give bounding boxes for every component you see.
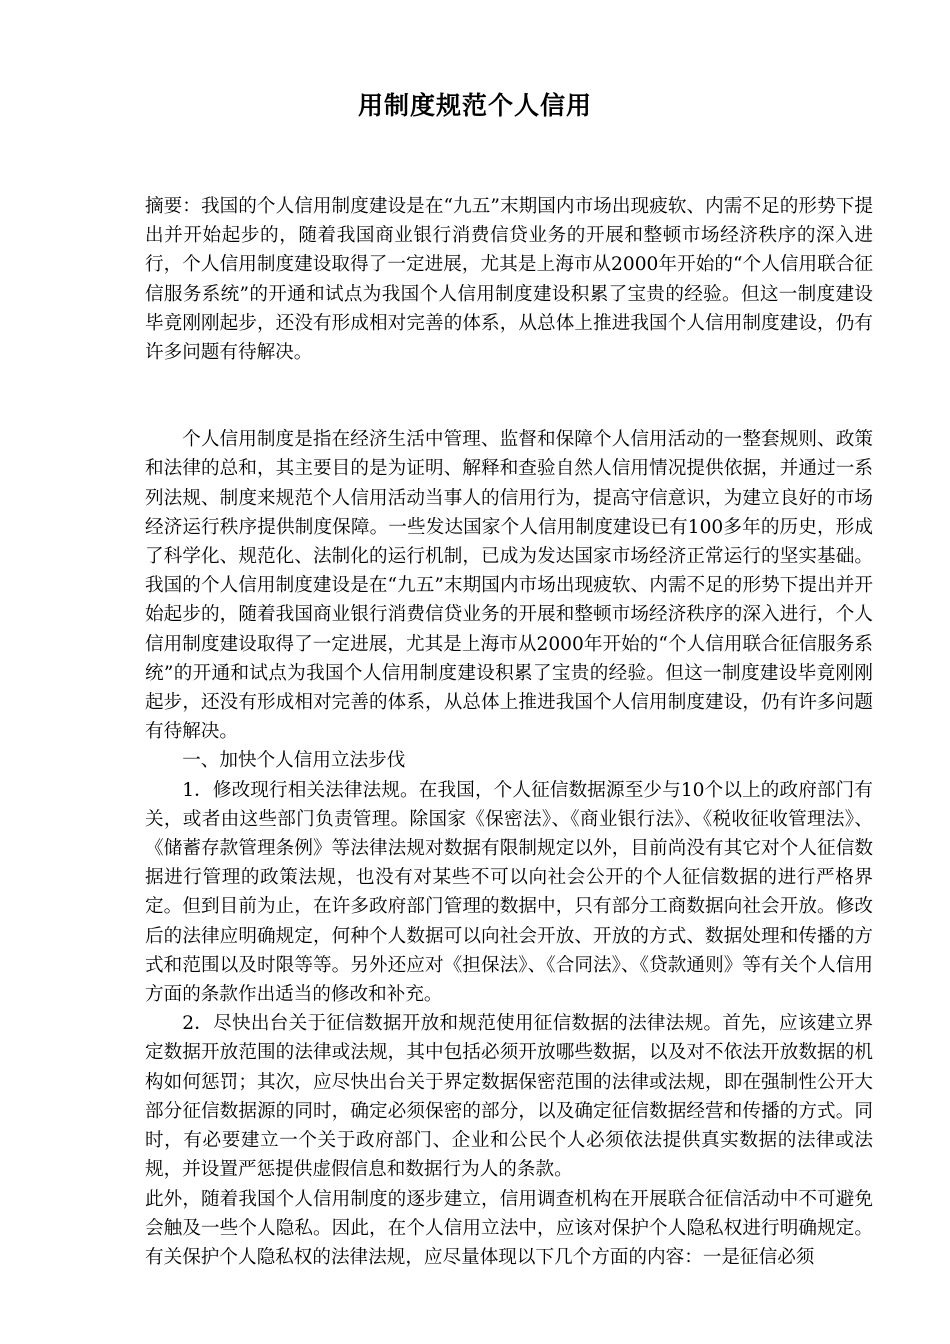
page-title: 用制度规范个人信用 bbox=[357, 91, 592, 120]
intro-paragraph: 个人信用制度是指在经济生活中管理、监督和保障个人信用活动的一整套规则、政策和法律的总和，其主要目的是为证明、解释和查验自然人信用情况提供依据，并通过一系列法规、制度来规范个人信用活动当事人的信用行为，提高守信意识，为建立良好的市场经济运行秩序提供制度保障。一些发达国家个人信用制度建设已有100多年的历史，形成了科学化、规范化、法制化的运行机制，已成为发达国家市场经济正常运行的坚实基础。我国的个人信用制度建设是在“九五”末期国内市场出现疲软、内需不足的形势下提出并开始起步的，随着我国商业银行消费信贷业务的开展和整顿市场经济秩序的深入进行，个人信用制度建设取得了一定进展，尤其是上海市从2000年开始的“个人信用联合征信服务系统”的开通和试点为我国个人信用制度建设积累了宝贵的经验。但这一制度建设毕竟刚刚起步，还没有形成相对完善的体系，从总体上推进我国个人信用制度建设，仍有许多问题有待解决。 bbox=[145, 429, 873, 743]
document-body bbox=[145, 192, 873, 1272]
section-heading: 一、加快个人信用立法步伐 bbox=[182, 750, 406, 772]
paragraph-spacer bbox=[145, 367, 873, 425]
abstract-paragraph: 摘要：我国的个人信用制度建设是在“九五”末期国内市场出现疲软、内需不足的形势下提出并开始起步的，随着我国商业银行消费信贷业务的开展和整顿市场经济秩序的深入进行，个人信用制度建设取得了一定进展，尤其是上海市从2000年开始的“个人信用联合征信服务系统”的开通和试点为我国个人信用制度建设积累了宝贵的经验。但这一制度建设毕竟刚刚起步，还没有形成相对完善的体系，从总体上推进我国个人信用制度建设，仍有许多问题有待解决。 bbox=[145, 196, 873, 364]
list-item-2: 2．尽快出台关于征信数据开放和规范使用征信数据的法律法规。首先，应该建立界定数据开放范围的法律或法规，其中包括必须开放哪些数据，以及对不依法开放数据的机构如何惩罚；其次，应尽快出台关于界定数据保密范围的法律或法规，即在强制性公开大部分征信数据源的同时，确定必须保密的部分，以及确定征信数据经营和传播的方式。同时，有必要建立一个关于政府部门、企业和公民个人必须依法提供真实数据的法律或法规，并设置严惩提供虚假信息和数据行为人的条款。 bbox=[145, 1013, 873, 1181]
list-item-1: 1．修改现行相关法律法规。在我国，个人征信数据源至少与10个以上的政府部门有关，或者由这些部门负责管理。除国家《保密法》、《商业银行法》、《税收征收管理法》、《储蓄存款管理条例》等法律法规对数据有限制规定以外，目前尚没有其它对个人征信数据进行管理的政策法规，也没有对某些不可以向社会公开的个人征信数据的进行严格界定。但到目前为止，在许多政府部门管理的数据中，只有部分工商数据向社会开放。修改后的法律应明确规定，何种个人数据可以向社会开放、开放的方式、数据处理和传播的方式和范围以及时限等等。另外还应对《担保法》、《合同法》、《贷款通则》等有关个人信用方面的条款作出适当的修改和补充。 bbox=[145, 779, 873, 1006]
privacy-paragraph: 此外，随着我国个人信用制度的逐步建立，信用调查机构在开展联合征信活动中不可避免会触及一些个人隐私。因此，在个人信用立法中，应该对保护个人隐私权进行明确规定。有关保护个人隐私权的法律法规，应尽量体现以下几个方面的内容：一是征信必须 bbox=[145, 1188, 873, 1268]
